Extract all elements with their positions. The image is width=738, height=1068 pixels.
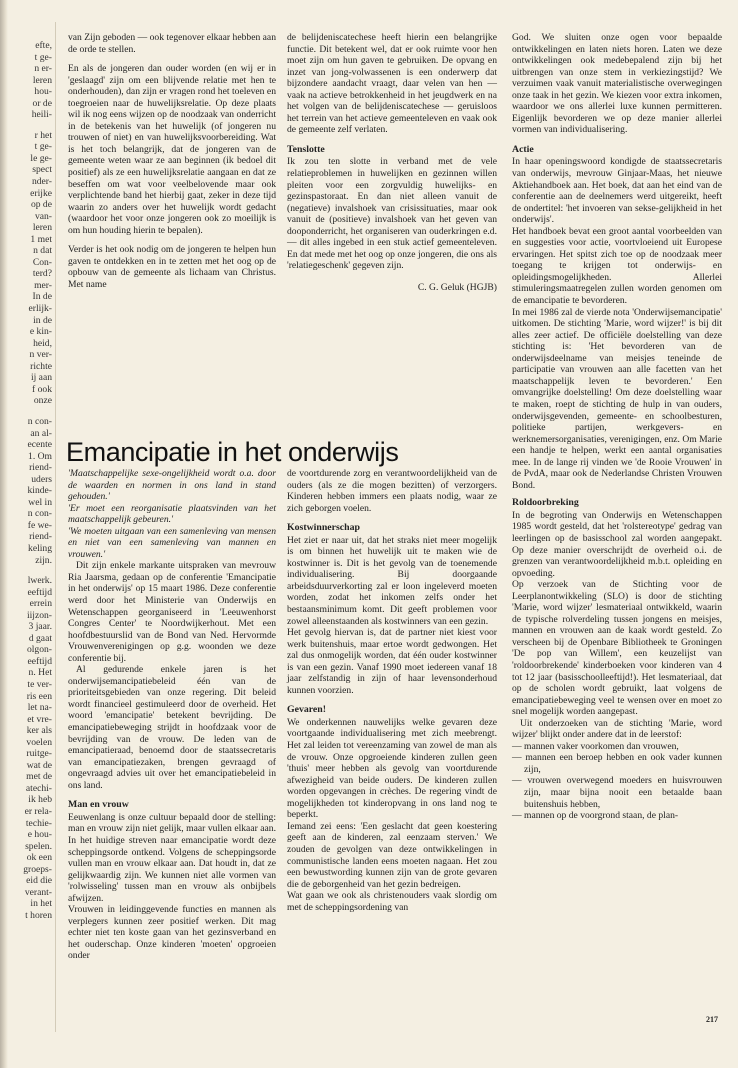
paragraph: Vrouwen in leidinggevende functies en mannen als verplegers kunnen zeer positief werken. Dit mag echter niet ten koste gaan van het gezinsverband en het ouderschap. Onze kinderen 'moeten' opgroeien onder xyxy=(68,904,276,962)
sidebar-fragment: kinde- xyxy=(27,485,52,497)
sidebar-fragment: erijke xyxy=(30,187,52,199)
sidebar-fragment: 1. Om xyxy=(28,450,52,462)
list-item: — mannen op de voorgrond staan, de plan- xyxy=(512,810,679,822)
paragraph: de voortdurende zorg en verantwoordelijkheid van de ouders (als ze die mogen bezitten) of verzorgers. Kinderen hebben immers een plaats nodig, waar ze zich geborgen voelen. xyxy=(287,468,497,514)
sidebar-fragment: wel in xyxy=(28,496,52,508)
sidebar-fragment: zijn. xyxy=(35,554,52,566)
sidebar-fragment: e hou- xyxy=(27,829,52,841)
sidebar-fragment: 1 met xyxy=(30,233,52,245)
sidebar-fragment: atechi- xyxy=(25,782,52,794)
sidebar-fragment: t ge- xyxy=(34,51,52,63)
paragraph: Al gedurende enkele jaren is het onderwijsemancipatiebeleid één van de prioriteitsgebieden van onze regering. Dit beleid wordt financieel gestimuleerd door de overheid. Het woord 'emancipatie' betekent bevrijding. De emancipatiebeweging strijdt in hoofdzaak voor de bevrijding van de vrouw. De leden van de emancipatieraad, benoemd door de staatssecretaris van emancipatiezaken, brengen gevraagd of ongevraagd advies uit over het emancipatiebeleid in ons land. xyxy=(68,664,276,791)
paragraph: In mei 1986 zal de vierde nota 'Onderwijsemancipatie' uitkomen. De stichting 'Marie, word wijzer!' is bij dit alles zeer actief. De officiële doelstelling van deze stichting is: 'Het bevorderen van de onderwijsdeelname van meisjes teneinde de participatie van vrouwen aan alle facetten van het maatschappelijk leven te bevorderen.' Een omvangrijke doelstelling! Om deze doelstelling waar te maken, roept de stichting de hulp in van ouders, onderwijsgevenden, gemeente- en schoolbesturen, politieke partijen, werkgevers- en werknemersorganisaties, verenigingen, enz. Om Marie een handje te helpen, werkt een aantal organisaties mee. In de lange rij vinden we 'de Rooie Vrouwen' in de PvdA, maar ook de Nederlandse Christen Vrouwen Bond. xyxy=(512,306,723,491)
sidebar-fragment: ij aan xyxy=(30,372,52,384)
sidebar-fragment: ik heb xyxy=(28,794,52,806)
sidebar-fragment: in het xyxy=(30,898,52,910)
sidebar-fragment: lwerk. xyxy=(27,575,52,587)
sidebar-fragment: heili- xyxy=(31,109,52,121)
sidebar-fragment: riend- xyxy=(29,531,52,543)
list-item: — mannen vaker voorkomen dan vrouwen, xyxy=(512,740,679,752)
sidebar-fragment: ris een xyxy=(26,690,52,702)
paragraph: Dit zijn enkele markante uitspraken van mevrouw Ria Jaarsma, gedaan op de conferentie 'Emancipatie in het onderwijs' op 15 maart 1986. Deze conferentie werd door het Ministerie van Onderwijs en Wetenschappen georganiseerd in 'Leeuwenhorst Congres Center' te Noordwijkerhout. Met een hoofdbestuurslid van de Bond van Ned. Hervormde Vrouwenverenigingen op g.g. woonden we deze conferentie bij. xyxy=(68,560,276,664)
sidebar-fragment: ok een xyxy=(26,852,52,864)
sidebar-fragment: t ge- xyxy=(34,141,52,153)
sidebar-fragment: n ver- xyxy=(29,349,52,361)
sidebar-fragment xyxy=(0,566,52,575)
quote: 'We moeten uitgaan van een samenleving van mensen en niet van een samenleving van mannen en vrouwen.' xyxy=(68,525,276,560)
sidebar-fragment: in de xyxy=(33,314,52,326)
sidebar-fragment: In de xyxy=(32,291,52,303)
section-heading: Gevaren! xyxy=(287,704,326,716)
sidebar-fragment: van- xyxy=(34,210,52,222)
sidebar-fragment xyxy=(0,407,52,416)
paragraph: En als de jongeren dan ouder worden (en wij er in 'geslaagd' zijn om een blijvende relatie met hen te onderhouden), dan zijn er vragen rond het toeleven en toegroeien naar de huwelijksrelatie. Op deze plaats wil ik nog eens wijzen op de noodzaak van onderricht in de betekenis van het huwelijk (of jongeren nu trouwen of niet) en van huwelijksvoorbereiding. Wat is het toch belangrijk, dat de jongeren van de gemeente weten waar ze aan beginnen (ik bedoel dit positief) als ze een huwelijksrelatie aangaan en dat ze beseffen om wat voor veelbelovende maar ook verplichtende band het hierbij gaat, zeker in deze tijd waarin zo anders over het huwelijk wordt gedacht (waardoor het voor onze jongeren ook zo moeilijk is om hun houding hierin te bepalen). xyxy=(68,63,276,236)
sidebar-fragment: groeps- xyxy=(23,863,52,875)
sidebar-fragment: mer- xyxy=(34,279,52,291)
sidebar-fragment: n con- xyxy=(27,415,52,427)
sidebar-fragment: t horen xyxy=(25,909,52,921)
sidebar-fragment: e kin- xyxy=(29,326,52,338)
sidebar-fragment: op de xyxy=(30,199,52,211)
sidebar-fragment: wat de xyxy=(26,759,52,771)
sidebar-fragment: Con- xyxy=(32,256,52,268)
sidebar-fragment xyxy=(0,121,52,130)
sidebar-fragment: terd? xyxy=(32,268,52,280)
sidebar-fragment: spelen. xyxy=(25,840,52,852)
paragraph: Wat gaan we ook als christenouders vaak slordig om met de scheppingsordening van xyxy=(287,890,497,913)
top-column-2 xyxy=(287,32,497,293)
sidebar-fragment: onze xyxy=(33,395,52,407)
paragraph: Verder is het ook nodig om de jongeren te helpen hun gaven te ontdekken en in te zetten met het oog op de opbouw van de gemeente als lichaam van Christus. Met name xyxy=(68,244,276,290)
page-number: 217 xyxy=(706,1015,718,1024)
sidebar-fragment: riend- xyxy=(29,462,52,474)
sidebar-fragment: or de xyxy=(32,97,52,109)
sidebar-fragment: f ook xyxy=(32,383,52,395)
sidebar-fragment: eeftijd xyxy=(27,655,52,667)
sidebar-fragment: ecente xyxy=(27,439,52,451)
sidebar-fragment: n dat xyxy=(33,245,52,257)
sidebar-fragment: n er- xyxy=(34,63,52,75)
right-column xyxy=(512,32,722,822)
sidebar-fragment: r het xyxy=(34,129,52,141)
top-column-1 xyxy=(68,32,276,298)
sidebar-fragment: iijzon- xyxy=(26,609,52,621)
sidebar-fragment: verant- xyxy=(24,886,52,898)
sidebar-fragment: errein xyxy=(29,598,52,610)
sidebar-fragment: hou- xyxy=(34,86,52,98)
sidebar-fragment: d gaat xyxy=(28,632,52,644)
sidebar-fragment: let na- xyxy=(27,702,52,714)
paragraph: Eeuwenlang is onze cultuur bepaald door de stelling: man en vrouw zijn niet gelijk, maar vullen elkaar aan. In het huidige streven naar emancipatie wordt deze scheppingsorde ontkend. Volgens de scheppingsorde vullen man en vrouw elkaar aan. Dat houdt in, dat ze gelijkwaardig zijn. We kunnen niet alle vormen van 'rolwisseling' tussen man en vrouw als onbijbels afwijzen. xyxy=(68,811,276,904)
sidebar-fragment: leren xyxy=(32,74,52,86)
sidebar-fragment: an al- xyxy=(30,427,52,439)
sidebar-fragment: uders xyxy=(31,473,52,485)
sidebar-fragment: ker als xyxy=(26,725,52,737)
quote: 'Er moet een reorganisatie plaatsvinden van het maatschappelijk gebeuren.' xyxy=(68,502,276,526)
quote: 'Maatschappelijke sexe-ongelijkheid wordt o.a. door de waarden en normen in ons land in stand gehouden.' xyxy=(68,468,276,503)
paragraph: In haar openingswoord kondigde de staatssecretaris van onderwijs, mevrouw Ginjaar-Maas, het nieuwe Aktiehandboek aan. Het boek, dat aan het eind van de conferentie aan de deelnemers werd uitgereikt, heeft de ondertitel: 'het invoeren van sekse-gelijkheid in het onderwijs'. xyxy=(512,156,722,226)
paragraph: Het ziet er naar uit, dat het straks niet meer mogelijk is om binnen het huwelijk uit te maken wie de kostwinner is. Dit is het gevolg van de toenemende individualisering. Bij doorgaande arbeidsduurverkorting zal er loon ingeleverd moeten worden, zodat het inkomen zelfs onder het bestaansminimum komt. Dit geeft problemen voor zowel alleenstaanden als kostwinners van een gezin. xyxy=(287,534,497,627)
author-signature: C. G. Geluk (HGJB) xyxy=(417,281,497,293)
section-heading: Tenslotte xyxy=(287,143,325,155)
paragraph: Het handboek bevat een groot aantal voorbeelden van en suggesties voor actie, voortvloeiend uit Europese ervaringen. Het spitst zich toe op de noodzaak meer toegang te krijgen tot onderwijs- en opleidingsmogelijkheden. Allerlei stimuleringsmaatregelen zullen worden genomen om de emancipatie te bevorderen. xyxy=(512,225,722,307)
section-heading: Actie xyxy=(512,143,534,155)
paragraph: In de begroting van Onderwijs en Wetenschappen 1985 wordt gesteld, dat het 'rolstereotype' gedrag van leerlingen op de basisschool zal worden aangepakt. Op deze manier overschrijdt de overheid o.i. de grenzen van verantwoordelijkheid m.b.t. opleiding en opvoeding. xyxy=(512,509,722,579)
sidebar-fragment: efte, xyxy=(35,40,52,51)
section-heading: Man en vrouw xyxy=(68,799,129,811)
sidebar-fragment: n con- xyxy=(27,508,52,520)
paragraph: Op verzoek van de Stichting voor de Leerplanontwikkeling (SLO) is door de stichting 'Marie, word wijzer' lesmateriaal ontwikkeld, waarin de typische rolverdeling tussen jongens en meisjes, mannen en vrouwen aan de kaak wordt gesteld. Zo verscheen bij de Openbare Bibliotheek te Groningen 'De pop van Willem', een keuzelijst van 'roldoorbrekende' kinderboeken voor kinderen van 4 tot 12 jaar (basisschoolleeftijd!). Het lesmateriaal, dat op de scholen wordt gebruikt, laat volgens de emancipatiebeweging veel te wensen over en moet zo snel mogelijk worden aangepast. xyxy=(512,579,722,718)
sidebar-fragment: voelen xyxy=(26,736,52,748)
sidebar-fragment: keling xyxy=(28,542,52,554)
paragraph: Iemand zei eens: 'Een geslacht dat geen koestering geeft aan de kinderen, zal eenzaam sterven.' We zouden de gevolgen van deze ontwikkelingen in communistische landen eens moeten nagaan. Het zou een bewustwording kunnen zijn van de grote gevaren die de geborgenheid van het gezin bedreigen. xyxy=(287,820,497,890)
list-item: — vrouwen overwegend moeders en huisvrouwen zijn, maar bijna nooit een betaalde baan buitenshuis hebben, xyxy=(512,775,722,810)
article-title: Emancipatie in het onderwijs xyxy=(66,437,399,467)
sidebar-fragment: n. Het xyxy=(28,667,52,679)
sidebar-fragment: techie- xyxy=(25,817,52,829)
paragraph: Ik zou ten slotte in verband met de vele relatieproblemen in huwelijken en gezinnen willen pleiten voor een zorgvuldig huwelijks- en gezinspastoraat. En dan niet alleen vanuit de (negatieve) invalshoek van crisissituaties, maar ook vanuit de (positieve) invalshoek van het geven van dooponderricht, het organiseren van ouderkringen e.d. — dit alles ingebed in een stuk actief gemeenteleven. En dat mede met het oog op onze jongeren, die ons als 'relatiegeschenk' gegeven zijn. xyxy=(287,156,497,272)
sidebar-fragment: leren xyxy=(32,222,52,234)
sidebar-fragment: met de xyxy=(26,771,52,783)
paragraph: Het gevolg hiervan is, dat de partner niet kiest voor werk buitenshuis, maar ertoe wordt gedwongen. Het zal dus onmogelijk worden, dat één ouder kostwinner is van een gezin. Vanaf 1990 moet iedereen vanaf 18 jaar zelfstandig in zijn of haar levensonderhoud kunnen voorzien. xyxy=(287,627,497,696)
section-heading: Kostwinnerschap xyxy=(287,522,360,534)
sidebar-fragment: eid die xyxy=(26,875,52,887)
list-item: — mannen een beroep hebben en ook vader kunnen zijn, xyxy=(512,752,722,775)
column-divider xyxy=(55,22,56,1032)
sidebar-fragment: fe we- xyxy=(27,519,52,531)
sidebar-fragment: eeftijd xyxy=(27,586,52,598)
previous-page-fragments xyxy=(0,40,52,1030)
article-column-1 xyxy=(68,468,276,962)
article-column-2 xyxy=(287,468,497,913)
sidebar-fragment: nder- xyxy=(31,176,52,188)
paragraph: Uit onderzoeken van de stichting 'Marie, word wijzer' blijkt onder andere dat in de leerstof: xyxy=(512,717,722,741)
sidebar-fragment: heid, xyxy=(33,337,52,349)
paragraph: We onderkennen nauwelijks welke gevaren deze voortgaande individualisering met zich meebrengt. Het zal leiden tot vereenzaming van zowel de man als de vrouw. Onze opgroeiende kinderen zullen geen 'thuis' meer hebben als gevolg van voortdurende afwezigheid van beide ouders. De kinderen zullen worden opgevangen in crèches. De regering vindt de mogelijkheden tot kinderopvang in ons land nog te beperkt. xyxy=(287,716,497,821)
findings-list xyxy=(512,741,722,822)
sidebar-fragment: 3 jaar. xyxy=(28,621,52,633)
section-heading: Roldoorbreking xyxy=(512,497,579,509)
sidebar-fragment: er rela- xyxy=(24,806,52,817)
sidebar-fragment: olgon- xyxy=(26,644,52,656)
sidebar-fragment: erlijk- xyxy=(28,303,52,315)
paragraph: van Zijn geboden — ook tegenover elkaar hebben aan de orde te stellen. xyxy=(68,32,276,55)
sidebar-fragment: richte xyxy=(30,360,52,372)
paragraph: de belijdeniscatechese heeft hierin een belangrijke functie. Dit betekent wel, dat er ook ruimte voor hen moet zijn om hun gaven te gebruiken. De opvang en inzet van jong-volwassenen is een onderwerp dat bijzondere aandacht vraagt, daar velen van hen — vaak na actieve betrokkenheid in het jeugdwerk en na het volgen van de belijdeniscatechese — geruisloos het terrein van het actieve gemeenteleven en vaak ook de gemeente zelf verlaten. xyxy=(287,32,497,136)
sidebar-fragment: te ver- xyxy=(27,678,52,690)
sidebar-fragment: ruitge- xyxy=(26,748,52,760)
sidebar-fragment: le ge- xyxy=(30,152,52,164)
sidebar-fragment: et vre- xyxy=(27,713,52,725)
sidebar-fragment: spect xyxy=(32,164,52,176)
paragraph: God. We sluiten onze ogen voor bepaalde ontwikkelingen en laten niets horen. Laten we deze ontwikkelingen ook medebepalend zijn bij het uitbrengen van onze stem in verkiezingstijd? We verzuimen vaak vanuit materialistische overwegingen onze taak in het gezin. We kiezen voor extra inkomen, waardoor we ons allerlei luxe kunnen permitteren. Eigenlijk bevorderen we op deze manier allerlei vormen van individualisering. xyxy=(512,32,722,136)
